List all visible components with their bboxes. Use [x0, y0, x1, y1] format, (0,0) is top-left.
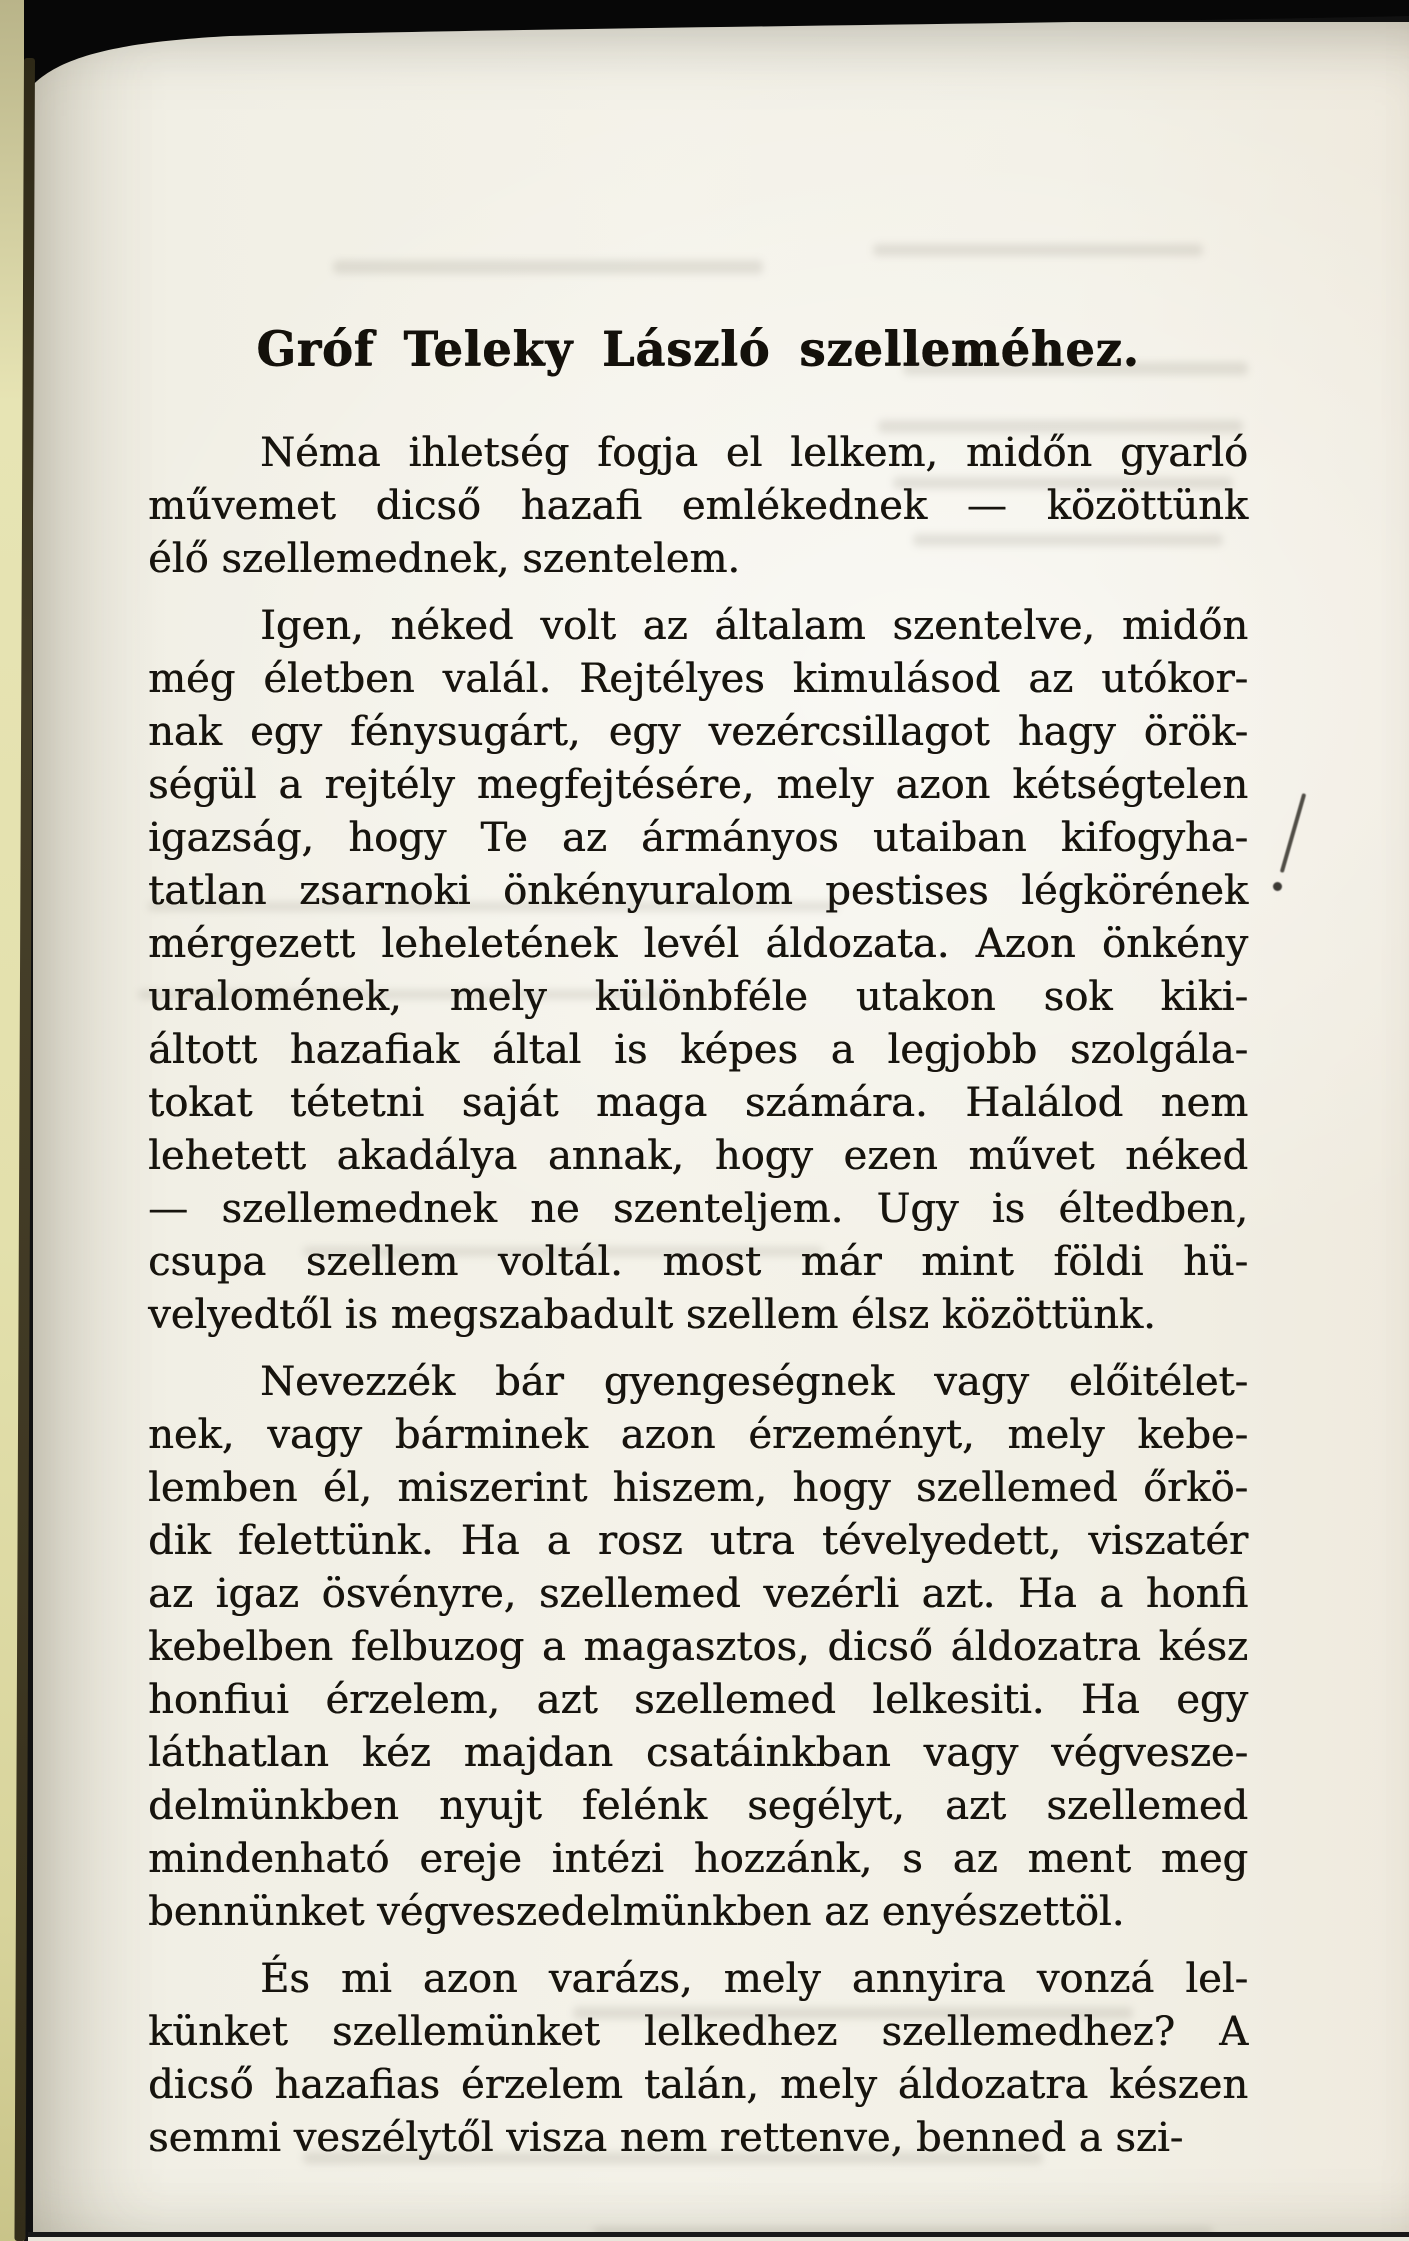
text-line: dik felettünk. Ha a rosz utra tévelyedett, viszatér	[148, 1518, 1248, 1564]
margin-pencil-mark	[1269, 784, 1329, 904]
text-line: láthatlan kéz majdan csatáinkban vagy végvesze-	[148, 1730, 1248, 1776]
body-text	[148, 427, 1248, 2179]
text-line: tatlan zsarnoki önkényuralom pestises légkörének	[148, 868, 1248, 914]
text-line: lemben él, miszerint hiszem, hogy szellemed őrkö-	[148, 1465, 1248, 1511]
text-line: áltott hazafiak által is képes a legjobb szolgála-	[148, 1027, 1248, 1073]
text-line: künket szellemünket lelkedhez szellemedhez? A	[148, 2009, 1248, 2055]
bleed-through-smudge	[333, 260, 763, 274]
page-surface	[33, 22, 1409, 2232]
pencil-slash	[1280, 793, 1306, 873]
text-line: ségül a rejtély megfejtésére, mely azon kétségtelen	[148, 762, 1248, 808]
paragraph	[148, 1953, 1248, 2165]
text-line: az igaz ösvényre, szellemed vezérli azt. Ha a honfi	[148, 1571, 1248, 1617]
bleed-through-smudge	[873, 244, 1203, 256]
scan-edge-bottom	[28, 2232, 1409, 2237]
pencil-dot	[1273, 882, 1282, 891]
paragraph	[148, 600, 1248, 1342]
text-line: mindenható ereje intézi hozzánk, s az ment meg	[148, 1836, 1248, 1882]
text-line: Nevezzék bár gyengeségnek vagy előitélet-	[260, 1359, 1248, 1405]
text-line: művemet dicső hazafi emlékednek — közöttünk	[148, 483, 1248, 529]
text-line: mérgezett leheletének levél áldozata. Azon önkény	[148, 921, 1248, 967]
text-line: honfiui érzelem, azt szellemed lelkesiti. Ha egy	[148, 1677, 1248, 1723]
text-line: kebelben felbuzog a magasztos, dicső áldozatra kész	[148, 1624, 1248, 1670]
scan-edge-bottom-light	[28, 2237, 1409, 2241]
page-title: Gróf Teleky László szelleméhez.	[256, 320, 1140, 378]
text-line: uralomének, mely különbféle utakon sok kiki-	[148, 974, 1248, 1020]
text-line: nek, vagy bárminek azon érzeményt, mely kebe-	[148, 1412, 1248, 1458]
text-line: tokat tétetni saját maga számára. Halálod nem	[148, 1080, 1248, 1126]
text-line: még életben valál. Rejtélyes kimulásod az utókor-	[148, 656, 1248, 702]
text-line: Néma ihletség fogja el lelkem, midőn gyarló	[260, 430, 1248, 476]
text-line: igazság, hogy Te az ármányos utaiban kifogyha-	[148, 815, 1248, 861]
text-line: velyedtől is megszabadult szellem élsz közöttünk.	[148, 1292, 1156, 1338]
paragraph	[148, 427, 1248, 586]
text-line: — szellemednek ne szenteljem. Ugy is éltedben,	[148, 1186, 1248, 1232]
text-line: semmi veszélytől visza nem rettenve, benned a szi-	[148, 2115, 1184, 2161]
text-line: dicső hazafias érzelem talán, mely áldozatra készen	[148, 2062, 1248, 2108]
text-line: csupa szellem voltál. most már mint földi hü-	[148, 1239, 1248, 1285]
text-line: nak egy fénysugárt, egy vezércsillagot hagy örök-	[148, 709, 1248, 755]
text-line: Igen, néked volt az általam szentelve, midőn	[260, 603, 1248, 649]
text-line: delmünkben nyujt felénk segélyt, azt szellemed	[148, 1783, 1248, 1829]
text-line: bennünket végveszedelmünkben az enyészettöl.	[148, 1889, 1125, 1935]
text-line: élő szellemednek, szentelem.	[148, 536, 740, 582]
paragraph	[148, 1356, 1248, 1939]
text-line: És mi azon varázs, mely annyira vonzá lel-	[260, 1956, 1248, 2002]
text-line: lehetett akadálya annak, hogy ezen művet néked	[148, 1133, 1248, 1179]
